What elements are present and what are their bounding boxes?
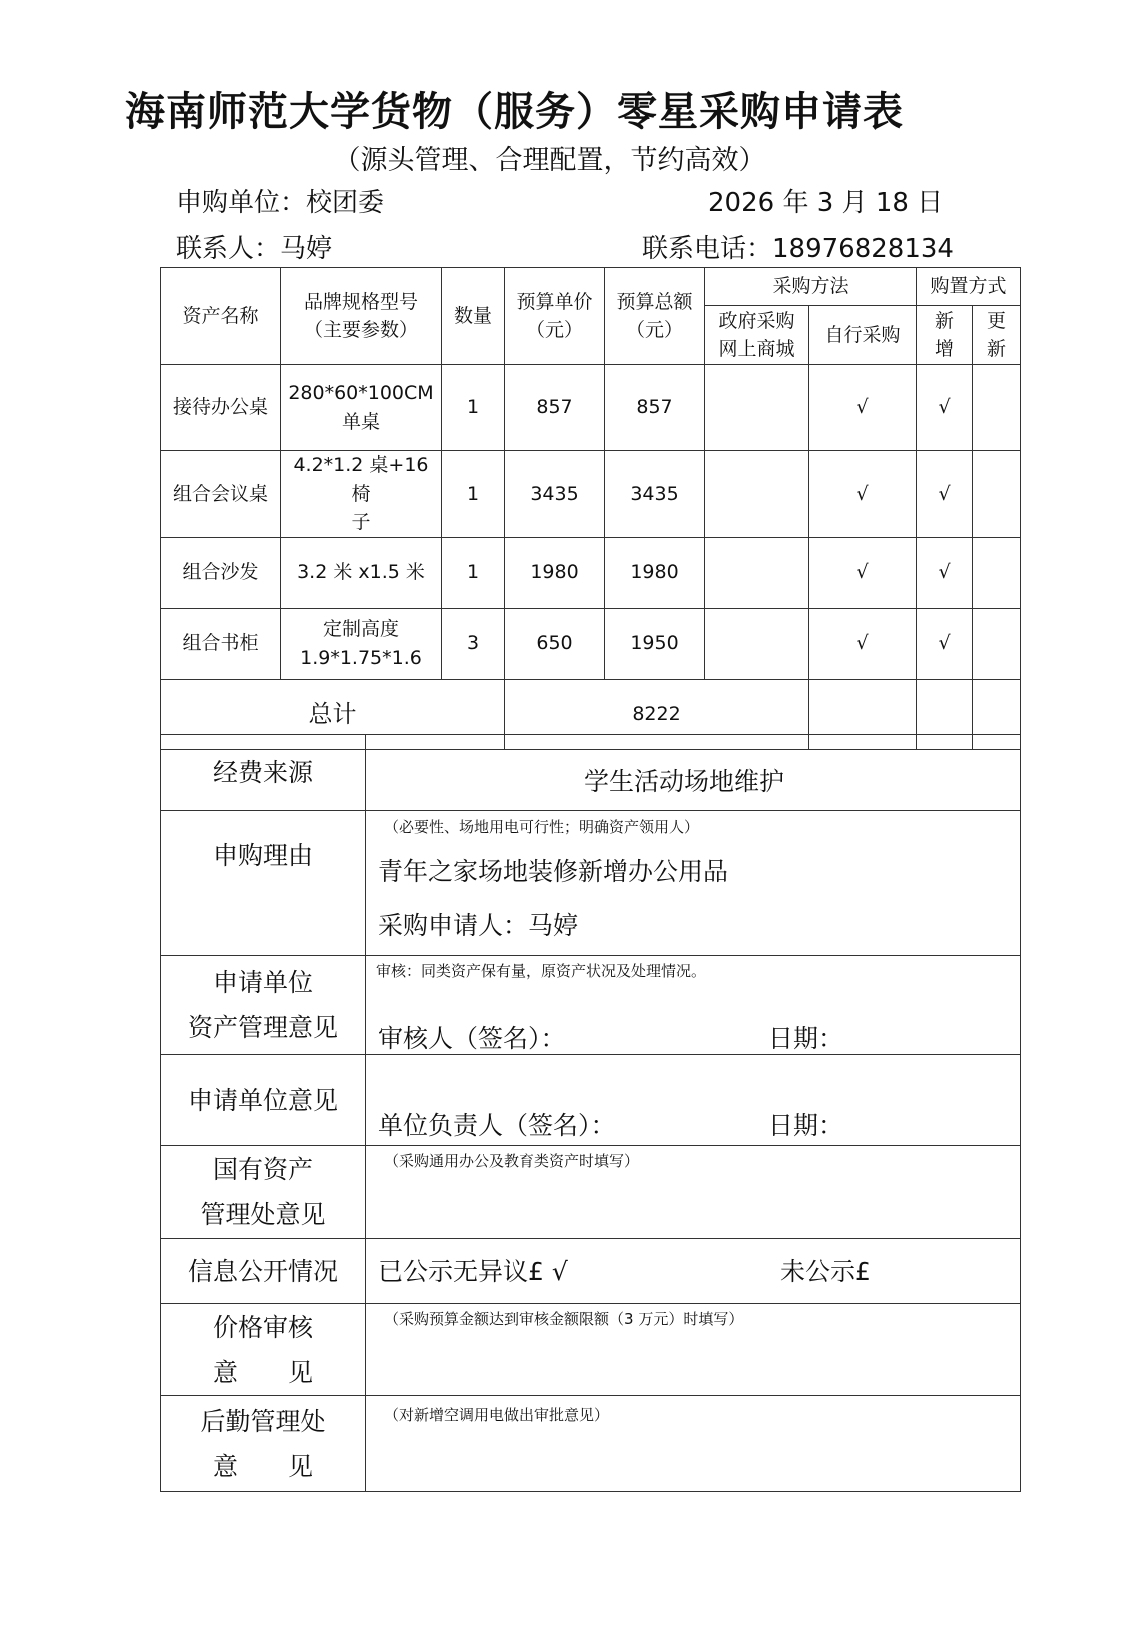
col-mode-update: 更 新 <box>973 306 1021 365</box>
date-day: 18 <box>875 188 909 218</box>
col-purchase-method: 采购方法 <box>705 268 917 306</box>
cell-name: 组合会议桌 <box>161 451 281 538</box>
cell-total: 857 <box>605 365 705 451</box>
cell-total: 3435 <box>605 451 705 538</box>
unit-value: 校团委 <box>306 188 385 218</box>
date-year-unit: 年 <box>782 188 809 218</box>
reason-label: 申购理由 <box>161 811 366 956</box>
cell-spec: 280*60*100CM 单桌 <box>281 365 442 451</box>
disclosure-row <box>161 1239 1021 1304</box>
price-review-label: 价格审核 意 见 <box>161 1304 366 1396</box>
cell-self-check: √ <box>809 365 917 451</box>
cell-name: 组合沙发 <box>161 537 281 608</box>
cell-gov <box>705 451 809 538</box>
phone-label: 联系电话： <box>642 234 773 264</box>
unit-opinion-signer[interactable]: 单位负责人（签名）： <box>378 1111 616 1140</box>
col-method-gov: 政府采购 网上商城 <box>705 306 809 365</box>
disclosure-yes-label: 已公示无异议£ <box>378 1257 544 1286</box>
contact-person <box>176 228 332 265</box>
cell-self-check: √ <box>809 608 917 679</box>
cell-qty: 3 <box>442 608 505 679</box>
logistics-cell[interactable] <box>366 1396 1021 1492</box>
contact-phone <box>642 228 954 265</box>
state-asset-label: 国有资产 管理处意见 <box>161 1146 366 1239</box>
col-mode-new: 新 增 <box>917 306 973 365</box>
table-row <box>161 451 1021 538</box>
price-review-cell[interactable] <box>366 1304 1021 1396</box>
cell-gov <box>705 537 809 608</box>
reason-cell <box>366 811 1021 956</box>
cell-new-check: √ <box>917 451 973 538</box>
opinions-table <box>160 734 1021 1492</box>
cell-total: 1980 <box>605 537 705 608</box>
cell-spec: 3.2 米 x1.5 米 <box>281 537 442 608</box>
col-unit-price: 预算单价 （元） <box>505 268 605 365</box>
logistics-label: 后勤管理处 意 见 <box>161 1396 366 1492</box>
cell-new-check: √ <box>917 537 973 608</box>
cell-new-check: √ <box>917 608 973 679</box>
date-day-unit: 日 <box>917 188 944 218</box>
asset-mgmt-cell <box>366 956 1021 1055</box>
disclosure-yes[interactable] <box>378 1253 568 1291</box>
asset-mgmt-note: 审核：同类资产保有量，原资产状况及处理情况。 <box>376 962 707 980</box>
reason-row <box>161 811 1021 956</box>
disclosure-no[interactable]: 未公示£ <box>780 1257 871 1286</box>
state-asset-note: （采购通用办公及教育类资产时填写） <box>384 1152 640 1170</box>
total-value: 8222 <box>505 679 809 749</box>
unit-opinion-date[interactable]: 日期： <box>768 1111 844 1140</box>
cell-price: 3435 <box>505 451 605 538</box>
disclosure-yes-mark: √ <box>551 1257 568 1286</box>
form-subtitle: （源头管理、合理配置，节约高效） <box>333 145 766 176</box>
application-date <box>708 182 943 219</box>
cell-update <box>973 451 1021 538</box>
funding-row <box>161 735 1021 811</box>
table-row <box>161 537 1021 608</box>
items-table <box>160 267 1021 750</box>
contact-value: 马婷 <box>280 234 333 264</box>
logistics-row <box>161 1396 1021 1492</box>
cell-qty: 1 <box>442 365 505 451</box>
price-review-row <box>161 1304 1021 1396</box>
col-quantity: 数量 <box>442 268 505 365</box>
cell-price: 650 <box>505 608 605 679</box>
cell-qty: 1 <box>442 451 505 538</box>
state-asset-row <box>161 1146 1021 1239</box>
asset-mgmt-label: 申请单位 资产管理意见 <box>161 956 366 1055</box>
contact-label: 联系人： <box>176 234 281 264</box>
phone-value: 18976828134 <box>772 234 954 264</box>
unit-opinion-cell <box>366 1055 1021 1146</box>
date-month: 3 <box>816 188 834 218</box>
cell-spec: 定制高度 1.9*1.75*1.6 <box>281 608 442 679</box>
date-month-unit: 月 <box>841 188 868 218</box>
cell-gov <box>705 608 809 679</box>
applicant <box>378 907 578 945</box>
cell-self-check: √ <box>809 451 917 538</box>
total-label: 总计 <box>161 679 505 749</box>
cell-price: 1980 <box>505 537 605 608</box>
disclosure-label: 信息公开情况 <box>161 1239 366 1304</box>
table-row <box>161 608 1021 679</box>
col-asset-name: 资产名称 <box>161 268 281 365</box>
reason-note: （必要性、场地用电可行性；明确资产领用人） <box>384 818 700 836</box>
state-asset-cell[interactable] <box>366 1146 1021 1239</box>
unit-label: 申购单位： <box>176 188 307 218</box>
funding-value: 学生活动场地维护 <box>584 767 785 796</box>
applicant-value[interactable]: 马婷 <box>528 911 579 940</box>
purchasing-unit <box>176 182 384 219</box>
funding-cell <box>366 735 1021 811</box>
cell-spec: 4.2*1.2 桌+16 椅 子 <box>281 451 442 538</box>
date-year: 2026 <box>708 188 775 218</box>
asset-mgmt-row <box>161 956 1021 1055</box>
cell-self-check: √ <box>809 537 917 608</box>
applicant-label: 采购申请人： <box>378 911 529 940</box>
cell-price: 857 <box>505 365 605 451</box>
form-title: 海南师范大学货物（服务）零星采购申请表 <box>125 89 904 135</box>
asset-mgmt-signer[interactable]: 审核人（签名）： <box>378 1024 566 1053</box>
table-row <box>161 365 1021 451</box>
price-review-note: （采购预算金额达到审核金额限额（3 万元）时填写） <box>384 1310 744 1328</box>
cell-update <box>973 537 1021 608</box>
cell-qty: 1 <box>442 537 505 608</box>
cell-gov <box>705 365 809 451</box>
unit-opinion-label: 申请单位意见 <box>161 1055 366 1146</box>
cell-update <box>973 608 1021 679</box>
unit-opinion-row <box>161 1055 1021 1146</box>
reason-text[interactable]: 青年之家场地装修新增办公用品 <box>378 857 729 886</box>
col-spec: 品牌规格型号 （主要参数） <box>281 268 442 365</box>
cell-name: 接待办公桌 <box>161 365 281 451</box>
col-method-self: 自行采购 <box>809 306 917 365</box>
logistics-note: （对新增空调用电做出审批意见） <box>384 1406 610 1424</box>
cell-total: 1950 <box>605 608 705 679</box>
cell-new-check: √ <box>917 365 973 451</box>
funding-label: 经费来源 <box>161 735 366 811</box>
col-total-amount: 预算总额 （元） <box>605 268 705 365</box>
disclosure-cell <box>366 1239 1021 1304</box>
col-acquisition-mode: 购置方式 <box>917 268 1021 306</box>
cell-name: 组合书柜 <box>161 608 281 679</box>
asset-mgmt-date[interactable]: 日期： <box>768 1024 844 1053</box>
cell-update <box>973 365 1021 451</box>
